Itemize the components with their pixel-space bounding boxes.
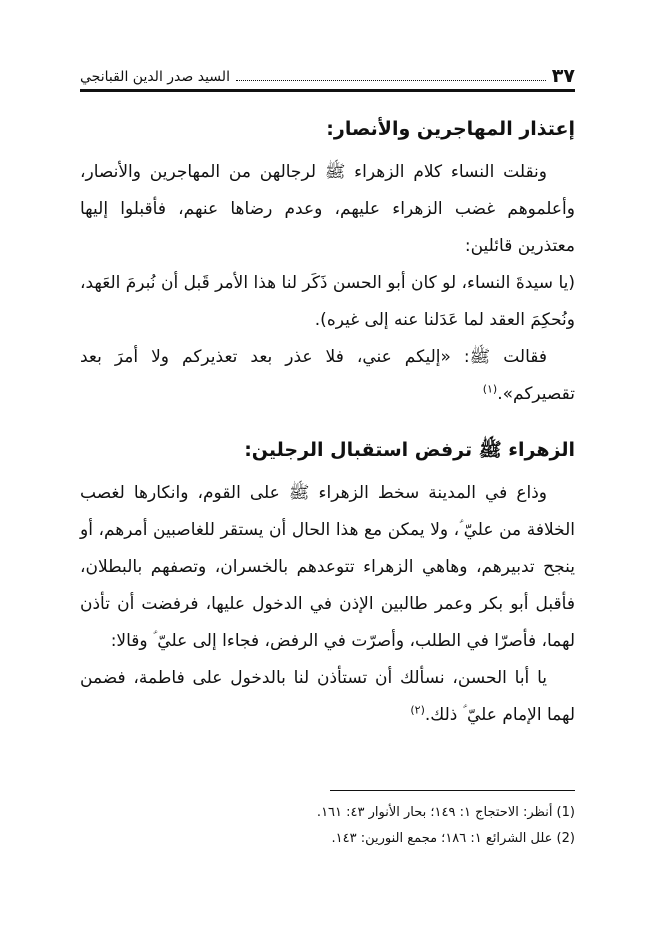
section-heading-apology: إعتذار المهاجرين والأنصار: xyxy=(326,118,575,140)
header-dotted-leader xyxy=(236,79,546,81)
paragraph-text: فقالت ﷺ: «إليكم عني، فلا عذر بعد تعذيركم ولا أمرَ بعد تقصيركم». xyxy=(80,347,575,404)
footnote-marker: (٢) xyxy=(410,703,425,717)
paragraph-text: يا أبا الحسن، نسألك أن تستأذن لنا بالدخول على فاطمة، فضمن لهما الإمام عليّ ؑ ذلك. xyxy=(80,668,575,725)
footnote-item: (2) علل الشرائع ١: ١٨٦؛ مجمع النورين: ١٤٣. xyxy=(331,831,575,846)
page-body xyxy=(80,108,575,734)
page-header xyxy=(80,58,575,92)
running-title: السيد صدر الدين القبانجي xyxy=(80,69,230,85)
footnotes xyxy=(80,800,575,852)
paragraph xyxy=(80,660,575,734)
section-heading-refusal: الزهراء ﷺ ترفض استقبال الرجلين: xyxy=(244,439,575,461)
paragraph: وذاع في المدينة سخط الزهراء ﷺ على القوم، وانكارها لغصب الخلافة من عليّ ؑ، ولا يمكن مع هذا الحال أن يستقر للغاصبين أمرهم، أو ينجح تدبيرهم، وهاهي الزهراء تتوعدهم بالخسران، وتصفهم بالبطلان، فأقبل أبو بكر وعمر طالبين الإذن في الدخول عليها، فرفضت أن تأذن لهما، فأصرّا في الطلب، وأصرّت في الرفض، فجاءا إلى عليّ ؑ وقالا: xyxy=(80,483,575,651)
footnote-marker: (١) xyxy=(482,382,498,396)
paragraph: ونقلت النساء كلام الزهراء ﷺ لرجالهن من المهاجرين والأنصار، وأعلموهم غضب الزهراء عليهم، وعدم رضاها عنهم، فأقبلوا إليها معتذرين قائلين: xyxy=(80,162,575,256)
footnote-divider xyxy=(330,790,575,791)
footnote-item: (1) أنظر: الاحتجاج ١: ١٤٩؛ بحار الأنوار ٤٣: ١٦١. xyxy=(316,805,575,820)
page-number: ٣٧ xyxy=(551,65,575,87)
paragraph xyxy=(80,339,575,413)
quoted-paragraph: (يا سيدةَ النساء، لو كان أبو الحسن ذَكَر لنا هذا الأمر قَبل أن نُبرمَ العَهد، ونُحكِمَ العقد لما عَدَلنا عنه إلى غيره). xyxy=(80,273,575,330)
